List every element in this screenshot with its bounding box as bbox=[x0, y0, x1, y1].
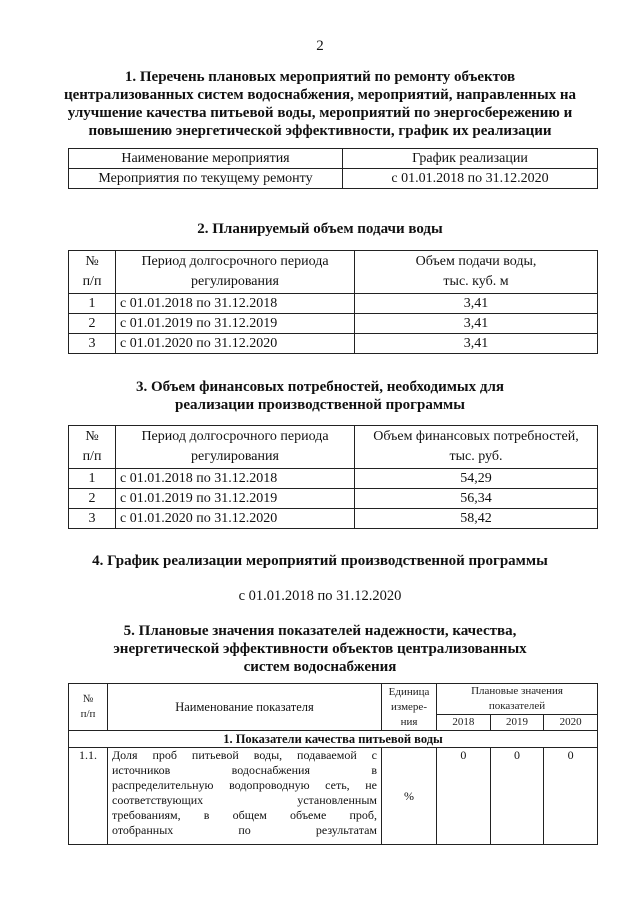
header-indicator-name: Наименование показателя bbox=[108, 684, 382, 731]
row-indicator-name: Доля проб питьевой воды, подаваемой с источников водоснабжения в распределительную водопроводную сеть, не соответствующих установленным требованиям, в общем объеме проб, отобранных по результатам bbox=[108, 748, 382, 845]
header-financial: Объем финансовых потребностей, тыс. руб. bbox=[355, 426, 598, 469]
row-num: 3 bbox=[69, 334, 116, 354]
subsection-water-quality: 1. Показатели качества питьевой воды bbox=[69, 731, 598, 748]
row-amount: 54,29 bbox=[355, 469, 598, 489]
row-volume: 3,41 bbox=[355, 294, 598, 314]
row-num: 3 bbox=[69, 509, 116, 529]
table-row bbox=[69, 489, 598, 509]
header-volume: Объем подачи воды, тыс. куб. м bbox=[355, 251, 598, 294]
row-period: с 01.01.2018 по 31.12.2018 bbox=[116, 469, 355, 489]
table-row bbox=[69, 748, 598, 845]
table-row bbox=[69, 294, 598, 314]
indicators-table bbox=[68, 683, 598, 845]
row-period: с 01.01.2020 по 31.12.2020 bbox=[116, 509, 355, 529]
table-row bbox=[69, 334, 598, 354]
section5-title: 5. Плановые значения показателей надежности, качества, энергетической эффективности объектов централизованных систем водоснабжения bbox=[113, 623, 527, 675]
header-schedule: График реализации bbox=[343, 149, 598, 169]
financial-needs-table bbox=[68, 425, 598, 529]
row-value-2019: 0 bbox=[490, 748, 544, 845]
table-row bbox=[69, 314, 598, 334]
section2-title: 2. Планируемый объем подачи воды bbox=[197, 221, 443, 237]
row-num: 2 bbox=[69, 489, 116, 509]
row-period: с 01.01.2019 по 31.12.2019 bbox=[116, 314, 355, 334]
row-num: 1 bbox=[69, 294, 116, 314]
row-period: с 01.01.2019 по 31.12.2019 bbox=[116, 489, 355, 509]
water-supply-table bbox=[68, 250, 598, 354]
section4-period: с 01.01.2018 по 31.12.2020 bbox=[238, 588, 402, 604]
row-num: 2 bbox=[69, 314, 116, 334]
table-row bbox=[69, 169, 598, 189]
section3-title: 3. Объем финансовых потребностей, необходимых для реализации производственной программы bbox=[135, 379, 505, 413]
row-amount: 56,34 bbox=[355, 489, 598, 509]
row-period: с 01.01.2020 по 31.12.2020 bbox=[116, 334, 355, 354]
header-period: Период долгосрочного периода регулирования bbox=[116, 426, 355, 469]
row-period: с 01.01.2018 по 31.12.2018 bbox=[116, 294, 355, 314]
activity-name: Мероприятия по текущему ремонту bbox=[69, 169, 343, 189]
table-row bbox=[69, 469, 598, 489]
row-num: 1 bbox=[69, 469, 116, 489]
table-row bbox=[69, 509, 598, 529]
row-amount: 58,42 bbox=[355, 509, 598, 529]
header-num: № п/п bbox=[69, 426, 116, 469]
row-unit: % bbox=[382, 748, 437, 845]
row-volume: 3,41 bbox=[355, 334, 598, 354]
page-number: 2 bbox=[316, 38, 324, 54]
header-year-2019: 2019 bbox=[490, 715, 544, 731]
header-planned-values: Плановые значения показателей bbox=[437, 684, 598, 715]
header-period: Период долгосрочного периода регулирования bbox=[116, 251, 355, 294]
activities-table bbox=[68, 148, 598, 189]
row-value-2018: 0 bbox=[437, 748, 491, 845]
header-num: № п/п bbox=[69, 251, 116, 294]
header-year-2020: 2020 bbox=[544, 715, 598, 731]
row-volume: 3,41 bbox=[355, 314, 598, 334]
header-activity-name: Наименование мероприятия bbox=[69, 149, 343, 169]
activity-period: с 01.01.2018 по 31.12.2020 bbox=[343, 169, 598, 189]
header-unit: Единица измере- ния bbox=[382, 684, 437, 731]
row-num: 1.1. bbox=[69, 748, 108, 845]
section1-title: 1. Перечень плановых мероприятий по ремонту объектов централизованных систем водоснабжения, мероприятий, направленных на улучшение качества питьевой воды, мероприятий по энергосбережению и повышению энергетической эффективности, график их реализации bbox=[63, 69, 577, 139]
header-year-2018: 2018 bbox=[437, 715, 491, 731]
section4-title: 4. График реализации мероприятий производственной программы bbox=[92, 553, 548, 569]
header-num: № п/п bbox=[69, 684, 108, 731]
row-value-2020: 0 bbox=[544, 748, 598, 845]
